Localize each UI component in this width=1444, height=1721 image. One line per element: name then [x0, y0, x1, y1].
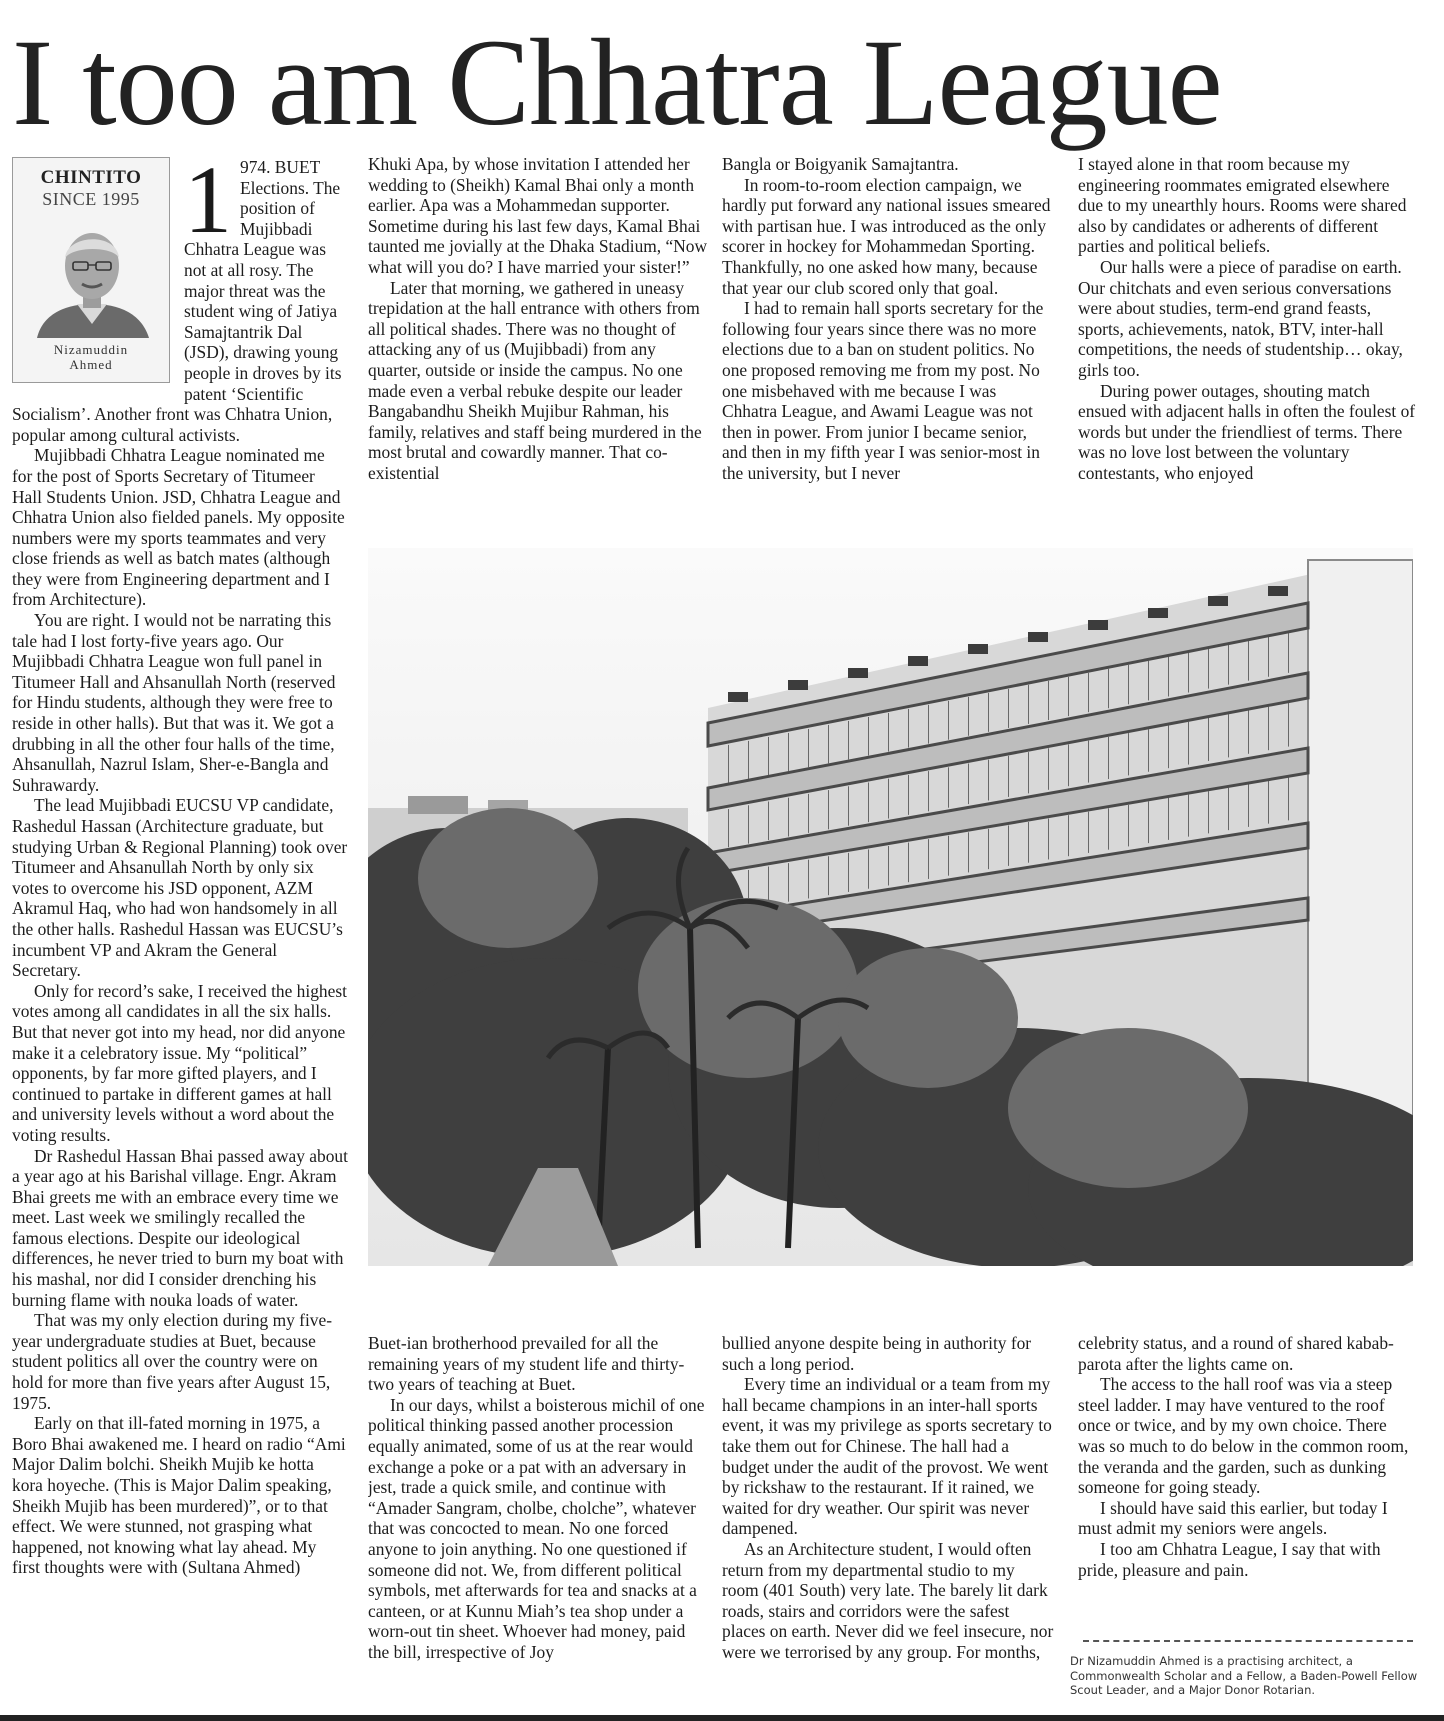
- column-3-top: [722, 154, 1054, 516]
- column-since: SINCE 1995: [42, 188, 140, 209]
- paragraph: Dr Rashedul Hassan Bhai passed away about a year ago at his Barishal village. Engr. Akram Bhai greets me with an embrace every time we meet. Last week we smilingly recalled the famous elections. Despite our ideological differences, he never tried to burn my boat with his mashal, nor did I consider drenching his burning flame with nouka loads of water.: [12, 1145, 348, 1310]
- paragraph: celebrity status, and a round of shared kabab-parota after the lights came on.: [1078, 1333, 1394, 1374]
- paragraph: Bangla or Boigyanik Samajtantra.: [722, 154, 959, 174]
- paragraph: In room-to-room election campaign, we hardly put forward any national issues smeared with partisan hue. I was introduced as the only scorer in hockey for Mohammedan Sporting. Thankfully, no one asked how many, because that year our club scored only that goal.: [722, 174, 1051, 298]
- column-3-bottom: [722, 1333, 1054, 1715]
- author-bio: Dr Nizamuddin Ahmed is a practising architect, a Commonwealth Scholar and a Fellow, a Baden-Powell Fellow Scout Leader, and a Major Donor Rotarian.: [1070, 1654, 1418, 1697]
- paragraph: Every time an individual or a team from my hall became champions in an inter-hall sports event, it was my privilege as sports secretary to take them out for Chinese. The hall had a budget under the audit of the provost. We went by rickshaw to the restaurant. If it rained, we waited for dry weather. Our spirit was never dampened.: [722, 1374, 1052, 1539]
- column-2-top: [368, 154, 708, 516]
- paragraph: I stayed alone in that room because my engineering roommates emigrated elsewhere due to my unearthly hours. Rooms were shared also by candidates or adherents of different parties and political beliefs.: [1078, 154, 1407, 257]
- author-last-name: Ahmed: [69, 357, 113, 372]
- paragraph: During power outages, shouting match ensued with adjacent halls in often the foulest of words but under the friendliest of terms. There was no love lost between the voluntary contestants, who enjoyed: [1078, 380, 1416, 483]
- drop-cap: 1: [184, 157, 232, 253]
- paragraph: Mujibbadi Chhatra League nominated me for the post of Sports Secretary of Titumeer Hall Students Union. JSD, Chhatra League and Chhatra Union also fielded panels. My opposite numbers were my sports teammates and very close friends as well as batch mates (although they were from Engineering department and I from Architecture).: [12, 445, 345, 610]
- paragraph: You are right. I would not be narrating this tale had I lost forty-five years ago. Our Mujibbadi Chhatra League won full panel in Titumeer Hall and Ahsanullah North (reserved for Hindu students, although they were free to reside in other halls). But that was it. We got a drubbing in all the other four halls of the time, Ahsanullah, Nazrul Islam, Sher-e-Bangla and Suhrawardy.: [12, 610, 336, 795]
- column-4-top: [1078, 154, 1418, 516]
- paragraph: Buet-ian brotherhood prevailed for all the remaining years of my student life and thirty-two years of teaching at Buet.: [368, 1333, 685, 1395]
- column-2-bottom: [368, 1333, 708, 1715]
- paragraph: Later that morning, we gathered in uneasy trepidation at the hall entrance with others from all political shades. There was no thought of attacking any of us (Mujibbadi) from any quarter, outside or inside the campus. No one made even a verbal rebuke despite our leader Bangabandhu Sheikh Mujibur Rahman, his family, relatives and staff being murdered in the most brutal and cowardly manner. That co-existential: [368, 277, 702, 483]
- paragraph: The access to the hall roof was via a steep steel ladder. I may have ventured to the roof once or twice, and by my own choice. There was so much to do below in the common room, the veranda and the garden, such as dunking someone for going steady.: [1078, 1374, 1409, 1498]
- paragraph: The lead Mujibbadi EUCSU VP candidate, Rashedul Hassan (Architecture graduate, but studying Urban & Regional Planning) took over Titumeer and Ahsanullah North by only six votes to overcome his JSD opponent, AZM Akramul Haq, who had won handsomely in all the other halls. Rashedul Hassan was EUCSU’s incumbent VP and Akram the General Secretary.: [12, 795, 348, 981]
- paragraph: Our halls were a piece of paradise on earth. Our chitchats and even serious conversations were about studies, term-end grand feasts, sports, achievements, natok, BTV, inter-hall competitions, the needs of studentship… okay, girls too.: [1078, 256, 1403, 380]
- column-4-bottom: [1078, 1333, 1418, 1633]
- paragraph: bullied anyone despite being in authority for such a long period.: [722, 1333, 1032, 1374]
- author-portrait: [29, 220, 155, 338]
- paragraph: That was my only election during my five-year undergraduate studies at Buet, because student politics all over the country were on hold for more than five years after August 15, 1975.: [12, 1310, 332, 1413]
- page-bottom-bar: [0, 1715, 1444, 1721]
- dashed-divider: [1083, 1640, 1413, 1642]
- hall-photo: [368, 548, 1413, 1266]
- paragraph: I should have said this earlier, but today I must admit my seniors were angels.: [1078, 1497, 1388, 1539]
- paragraph: I too am Chhatra League, I say that with pride, pleasure and pain.: [1078, 1538, 1381, 1580]
- author-first-name: Nizamuddin: [53, 342, 129, 357]
- paragraph: Early on that ill-fated morning in 1975, a Boro Bhai awakened me. I heard on radio “Ami Major Dalim bolchi. Sheikh Mujib ke hotta kora hoyeche. (This is Major Dalim speaking, Sheikh Mujib has been murdered)”, or to that effect. We were stunned, not grasping what happened, not knowing what lay ahead. My first thoughts were with (Sultana Ahmed): [12, 1413, 346, 1578]
- paragraph: Only for record’s sake, I received the highest votes among all candidates in all the six halls. But that never got into my head, nor did anyone make it a celebratory issue. My “political” opponents, by far more gifted players, and I continued to partake in different games at hall and university levels without a word about the voting results.: [12, 980, 347, 1145]
- headline: I too am Chhatra League: [12, 14, 1222, 151]
- column-1: [12, 157, 348, 1717]
- paragraph: 974. BUET Elections. The position of Mujibbadi Chhatra League was not at all rosy. The major threat was the student wing of Jatiya Samajtantrik Dal (JSD), drawing young people in droves by its patent ‘Scientific Socialism’. Another front was Chhatra Union, popular among cultural activists.: [12, 157, 342, 445]
- author-name: [13, 342, 169, 372]
- column-kicker: CHINTITO: [40, 167, 142, 188]
- paragraph: In our days, whilst a boisterous michil of one political thinking passed another procession equally animated, some of us at the rear would exchange a poke or a pat with an adversary in jest, trade a quick smile, and continue with “Amader Sangram, cholbe, cholche”, whatever that was concocted to mean. No one forced anyone to join anything. No one questioned if someone did not. We, from different political symbols, met afterwards for tea and snacks at a canteen, or at Kunnu Miah’s tea shop under a worn-out tin sheet. Whoever had money, paid the bill, irrespective of Joy: [368, 1394, 705, 1662]
- paragraph: I had to remain hall sports secretary for the following four years since there was no more elections due to a ban on student politics. No one proposed removing me from my post. No one misbehaved with me because I was Chhatra League, and Awami League was not then in power. From junior I became senior, and then in my fifth year I was senior-most in the university, but I never: [722, 298, 1044, 483]
- author-box: [12, 157, 170, 383]
- paragraph: As an Architecture student, I would often return from my departmental studio to my room (401 South) very late. The barely lit dark roads, stairs and corridors were the safest places on earth. Never did we feel insecure, nor were we terrorised by any group. For months,: [722, 1538, 1054, 1662]
- paragraph: Khuki Apa, by whose invitation I attended her wedding to (Sheikh) Kamal Bhai only a month earlier. Apa was a Mohammedan supporter. Sometime during his last few days, Kamal Bhai taunted me jovially at the Dhaka Stadium, “Now what will you do? I have married your sister!”: [368, 154, 708, 277]
- hall-building-illustration: [368, 548, 1413, 1266]
